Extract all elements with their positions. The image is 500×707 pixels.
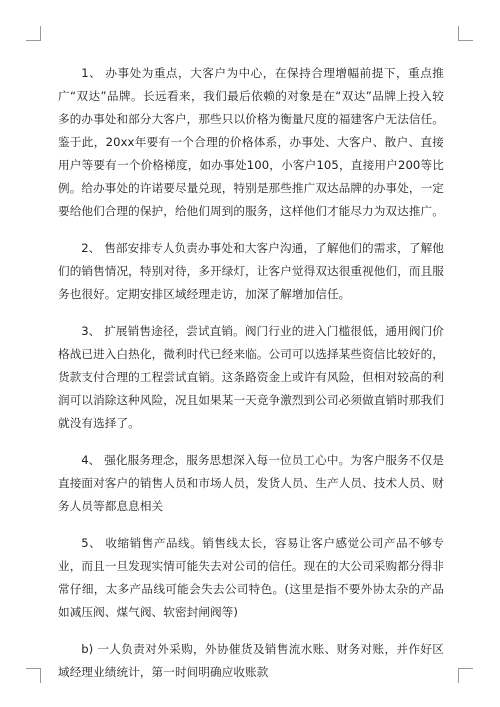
paragraph-3: 3、 扩展销售途径，尝试直销。阀门行业的进入门槛很低，通用阀门价格战已进入白热化，微利时代已经来临。公司可以选择某些资信比较好的，货款支付合理的工程尝试直销。这条路资金上或许有风险，但相对较高的利润可以消除这种风险，况且如果某一天竞争激烈到公司必须做直销时那我们就没有选择了。: [58, 324, 444, 430]
corner-mark-top-right: [458, 26, 473, 41]
corner-mark-bottom-left: [26, 668, 41, 683]
paragraph-1: 1、 办事处为重点，大客户为中心，在保持合理增幅前提下，重点推广“双达”品牌。长远看来，我们最后依赖的对象是在“双达”品牌上投入较多的办事处和部分大客户，那些只以价格为衡量尺度的福建客户无法信任。鉴于此，20xx年要有一个合理的价格体系，办事处、大客户、散户、直接用户等要有一个价格梯度，如办事处100，小客户105，直接用户200等比例。给办事处的许诺要尽量兑现，特别是那些推广双达品牌的办事处，一定要给他们合理的保护，给他们周到的服务，这样他们才能尽力为双达推广。: [58, 66, 444, 218]
paragraph-6: b) 一人负责对外采购，外协催货及销售流水账、财务对账，并作好区域经理业绩统计，第一时间明确应收账款: [58, 642, 444, 679]
document-body: [58, 62, 444, 698]
paragraph-5: 5、 收缩销售产品线。销售线太长，容易让客户感觉公司产品不够专业，而且一旦发现实情可能失去对公司的信任。现在的大公司采购都分得非常仔细，太多产品线可能会失去公司特色。(这里是指不要外协太杂的产品如减压阀、煤气阀、软密封闸阀等): [58, 536, 444, 619]
paragraph-2: 2、 售部安排专人负责办事处和大客户沟通，了解他们的需求，了解他们的销售情况，特别对待，多开绿灯，让客户觉得双达很重视他们，而且服务也很好。定期安排区域经理走访，加深了解增加信任。: [58, 241, 444, 301]
corner-mark-top-left: [26, 26, 41, 41]
corner-mark-bottom-right: [458, 668, 473, 683]
paragraph-4: 4、 强化服务理念，服务思想深入每一位员工心中。为客户服务不仅是直接面对客户的销售人员和市场人员，发货人员、生产人员、技术人员、财务人员等都息息相关: [58, 453, 444, 513]
